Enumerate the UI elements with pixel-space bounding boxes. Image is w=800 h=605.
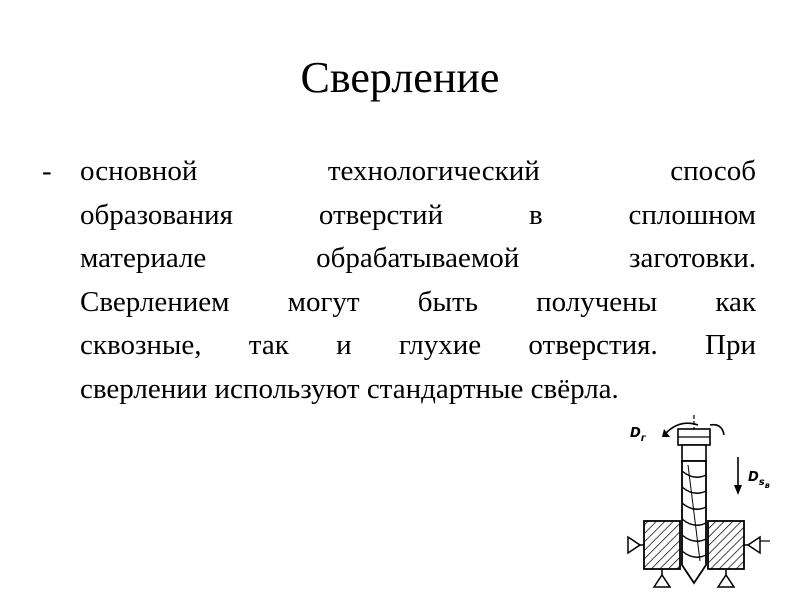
drill-diagram-svg: [618, 415, 794, 600]
body-line: материале обрабатываемой заготовки.: [80, 242, 756, 274]
support-right: [748, 537, 760, 553]
slide-title: Сверление: [300, 53, 500, 102]
support-left: [628, 537, 640, 553]
bullet-marker: -: [42, 155, 52, 187]
body-line: Сверлением могут быть получены как: [80, 285, 756, 318]
slide-body: [80, 150, 756, 411]
body-line: основной технологический способ: [80, 155, 756, 187]
drill-diagram-icon: [618, 415, 794, 600]
body-line: образования отверстий в сплошном: [80, 198, 756, 231]
feed-label: $D_{sв}$: [748, 470, 770, 490]
workpiece-right: [708, 521, 744, 569]
body-line: сверлении используют стандартные свёрла.: [80, 372, 619, 405]
body-line: сквозные, так и глухие отверстия. При: [80, 329, 756, 361]
rotation-label: $D_г$: [630, 426, 647, 444]
workpiece-left: [644, 521, 680, 569]
support-bottom-right: [718, 575, 734, 587]
support-bottom-left: [654, 575, 670, 587]
